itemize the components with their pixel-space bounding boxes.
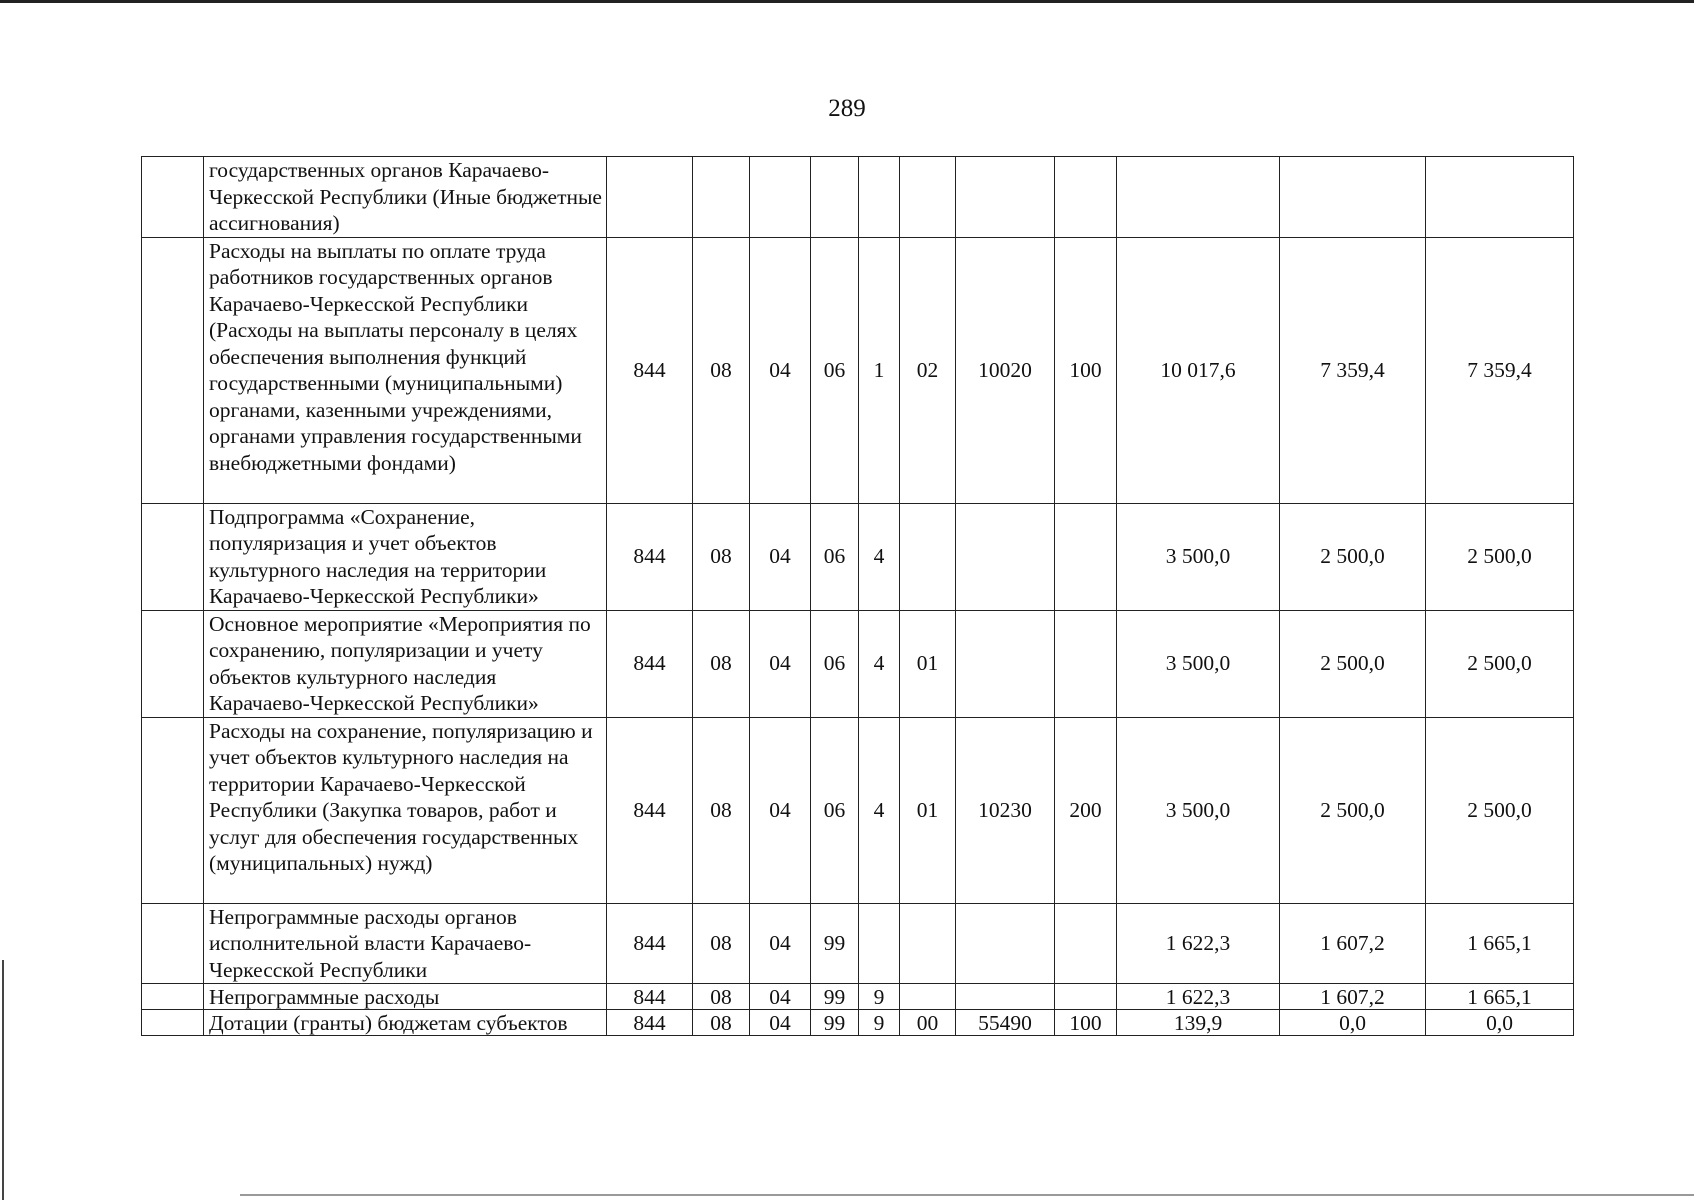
- ministry-code-cell: 844: [607, 1010, 693, 1036]
- direction-code-cell: 10020: [956, 237, 1055, 503]
- expense-type-cell: [1055, 984, 1117, 1010]
- description-cell: Подпрограмма «Сохранение, популяризация и учет объектов культурного наследия на территории Карачаево-Черкесской Республики»: [204, 503, 607, 610]
- expense-type-cell: [1055, 610, 1117, 717]
- subprogram-code-cell: 9: [859, 1010, 900, 1036]
- scan-edge-left: [2, 960, 4, 1200]
- section-code-cell: 08: [693, 984, 750, 1010]
- ministry-code-cell: 844: [607, 503, 693, 610]
- section-code-cell: 08: [693, 717, 750, 903]
- number-cell: [142, 1010, 204, 1036]
- subsection-code-cell: 04: [750, 237, 811, 503]
- direction-code-cell: [956, 610, 1055, 717]
- amount-year2-cell: 2 500,0: [1280, 503, 1426, 610]
- amount-year3-cell: 0,0: [1426, 1010, 1574, 1036]
- program-code-cell: 99: [811, 903, 859, 984]
- table-row: [142, 610, 1574, 717]
- program-code-cell: 06: [811, 503, 859, 610]
- direction-code-cell: [956, 984, 1055, 1010]
- amount-year1-cell: 3 500,0: [1117, 610, 1280, 717]
- subprogram-code-cell: 4: [859, 610, 900, 717]
- amount-year1-cell: 10 017,6: [1117, 237, 1280, 503]
- amount-year3-cell: 2 500,0: [1426, 717, 1574, 903]
- description-cell: Непрограммные расходы: [204, 984, 607, 1010]
- subprogram-code-cell: 4: [859, 503, 900, 610]
- direction-code-cell: [956, 157, 1055, 238]
- description-cell: государственных органов Карачаево-Черкесской Республики (Иные бюджетные ассигнования): [204, 157, 607, 238]
- direction-code-cell: [956, 503, 1055, 610]
- description-cell: Непрограммные расходы органов исполнительной власти Карачаево-Черкесской Республики: [204, 903, 607, 984]
- amount-year3-cell: [1426, 157, 1574, 238]
- direction-code-cell: 55490: [956, 1010, 1055, 1036]
- amount-year3-cell: 7 359,4: [1426, 237, 1574, 503]
- event-code-cell: 01: [900, 610, 956, 717]
- amount-year1-cell: 1 622,3: [1117, 903, 1280, 984]
- section-code-cell: 08: [693, 503, 750, 610]
- amount-year1-cell: 3 500,0: [1117, 503, 1280, 610]
- ministry-code-cell: 844: [607, 903, 693, 984]
- section-code-cell: 08: [693, 903, 750, 984]
- amount-year2-cell: 7 359,4: [1280, 237, 1426, 503]
- subprogram-code-cell: [859, 157, 900, 238]
- amount-year2-cell: 2 500,0: [1280, 717, 1426, 903]
- ministry-code-cell: 844: [607, 717, 693, 903]
- ministry-code-cell: 844: [607, 610, 693, 717]
- number-cell: [142, 984, 204, 1010]
- amount-year2-cell: 2 500,0: [1280, 610, 1426, 717]
- amount-year1-cell: 1 622,3: [1117, 984, 1280, 1010]
- table-row: [142, 717, 1574, 903]
- amount-year1-cell: [1117, 157, 1280, 238]
- ministry-code-cell: [607, 157, 693, 238]
- amount-year1-cell: 3 500,0: [1117, 717, 1280, 903]
- event-code-cell: [900, 157, 956, 238]
- event-code-cell: [900, 984, 956, 1010]
- subprogram-code-cell: 4: [859, 717, 900, 903]
- subsection-code-cell: 04: [750, 1010, 811, 1036]
- subprogram-code-cell: [859, 903, 900, 984]
- subprogram-code-cell: 9: [859, 984, 900, 1010]
- table-row: [142, 237, 1574, 503]
- number-cell: [142, 903, 204, 984]
- expense-type-cell: 200: [1055, 717, 1117, 903]
- direction-code-cell: [956, 903, 1055, 984]
- amount-year1-cell: 139,9: [1117, 1010, 1280, 1036]
- expense-type-cell: [1055, 157, 1117, 238]
- program-code-cell: 06: [811, 237, 859, 503]
- ministry-code-cell: 844: [607, 984, 693, 1010]
- expense-type-cell: 100: [1055, 237, 1117, 503]
- event-code-cell: 02: [900, 237, 956, 503]
- table-row: [142, 157, 1574, 238]
- event-code-cell: [900, 903, 956, 984]
- table-row: [142, 984, 1574, 1010]
- subsection-code-cell: 04: [750, 717, 811, 903]
- number-cell: [142, 237, 204, 503]
- subsection-code-cell: 04: [750, 903, 811, 984]
- section-code-cell: 08: [693, 610, 750, 717]
- number-cell: [142, 157, 204, 238]
- program-code-cell: 99: [811, 1010, 859, 1036]
- number-cell: [142, 717, 204, 903]
- amount-year2-cell: 1 607,2: [1280, 984, 1426, 1010]
- ministry-code-cell: 844: [607, 237, 693, 503]
- program-code-cell: [811, 157, 859, 238]
- subsection-code-cell: 04: [750, 503, 811, 610]
- table-row: [142, 1010, 1574, 1036]
- description-cell: Дотации (гранты) бюджетам субъектов: [204, 1010, 607, 1036]
- section-code-cell: 08: [693, 237, 750, 503]
- amount-year2-cell: 0,0: [1280, 1010, 1426, 1036]
- program-code-cell: 06: [811, 610, 859, 717]
- amount-year3-cell: 1 665,1: [1426, 984, 1574, 1010]
- description-cell: Основное мероприятие «Мероприятия по сохранению, популяризации и учету объектов культурного наследия Карачаево-Черкесской Республики»: [204, 610, 607, 717]
- program-code-cell: 06: [811, 717, 859, 903]
- direction-code-cell: 10230: [956, 717, 1055, 903]
- amount-year3-cell: 2 500,0: [1426, 503, 1574, 610]
- expense-type-cell: 100: [1055, 1010, 1117, 1036]
- section-code-cell: [693, 157, 750, 238]
- subsection-code-cell: 04: [750, 610, 811, 717]
- amount-year2-cell: 1 607,2: [1280, 903, 1426, 984]
- table-row: [142, 903, 1574, 984]
- amount-year2-cell: [1280, 157, 1426, 238]
- section-code-cell: 08: [693, 1010, 750, 1036]
- subsection-code-cell: [750, 157, 811, 238]
- amount-year3-cell: 2 500,0: [1426, 610, 1574, 717]
- event-code-cell: 01: [900, 717, 956, 903]
- expense-type-cell: [1055, 903, 1117, 984]
- number-cell: [142, 503, 204, 610]
- scan-edge-top: [0, 0, 1694, 3]
- description-cell: Расходы на сохранение, популяризацию и учет объектов культурного наследия на территории Карачаево-Черкесской Республики (Закупка товаров, работ и услуг для обеспечения государственных (муниципальных) нужд): [204, 717, 607, 903]
- subsection-code-cell: 04: [750, 984, 811, 1010]
- budget-table: [141, 156, 1574, 1036]
- event-code-cell: [900, 503, 956, 610]
- number-cell: [142, 610, 204, 717]
- scan-edge-bottom: [240, 1194, 1694, 1196]
- expense-type-cell: [1055, 503, 1117, 610]
- amount-year3-cell: 1 665,1: [1426, 903, 1574, 984]
- page-number: 289: [828, 95, 866, 122]
- subprogram-code-cell: 1: [859, 237, 900, 503]
- table-row: [142, 503, 1574, 610]
- program-code-cell: 99: [811, 984, 859, 1010]
- event-code-cell: 00: [900, 1010, 956, 1036]
- description-cell: Расходы на выплаты по оплате труда работников государственных органов Карачаево-Черкесской Республики (Расходы на выплаты персоналу в целях обеспечения выполнения функций государственными (муниципальными) органами, казенными учреждениями, органами управления государственными внебюджетными фондами): [204, 237, 607, 503]
